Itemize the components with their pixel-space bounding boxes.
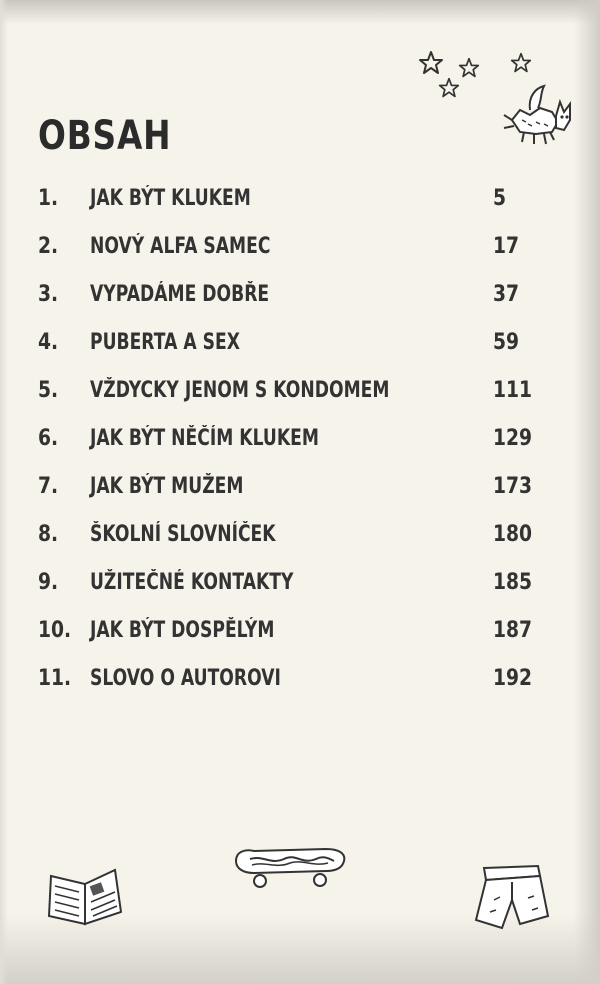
- toc-entry: [38, 326, 538, 374]
- chapter-title: JAK BÝT NĚČÍM KLUKEM: [90, 426, 319, 451]
- toc-entry: [38, 614, 538, 662]
- toc-entry: [38, 518, 538, 566]
- chapter-title: JAK BÝT KLUKEM: [90, 186, 251, 211]
- chapter-page: 180: [493, 522, 533, 547]
- chapter-number: 5.: [38, 378, 59, 403]
- star-icon: [418, 50, 444, 76]
- toc-entry: [38, 182, 538, 230]
- chapter-page: 187: [493, 618, 533, 643]
- star-icon: [458, 57, 480, 79]
- chapter-number: 4.: [38, 330, 59, 355]
- winged-cat-doodle: [500, 82, 580, 152]
- page-title: OBSAH: [38, 113, 172, 159]
- toc-entry: [38, 566, 538, 614]
- chapter-number: 1.: [38, 186, 59, 211]
- chapter-number: 8.: [38, 522, 59, 547]
- chapter-page: 129: [493, 426, 533, 451]
- chapter-page: 173: [493, 474, 533, 499]
- chapter-page: 185: [493, 570, 533, 595]
- chapter-title: UŽITEČNÉ KONTAKTY: [90, 570, 294, 595]
- chapter-title: SLOVO O AUTOROVI: [90, 666, 281, 691]
- boxer-shorts-icon: [472, 860, 552, 935]
- chapter-title: PUBERTA A SEX: [90, 330, 240, 355]
- chapter-number: 9.: [38, 570, 59, 595]
- newspaper-icon: [45, 858, 127, 928]
- toc-entry: [38, 662, 538, 710]
- table-of-contents: [38, 182, 538, 710]
- toc-entry: [38, 278, 538, 326]
- chapter-page: 5: [493, 186, 507, 211]
- toc-entry: [38, 230, 538, 278]
- toc-entry: [38, 422, 538, 470]
- chapter-page: 59: [493, 330, 520, 355]
- chapter-title: JAK BÝT DOSPĚLÝM: [90, 618, 275, 643]
- chapter-title: VŽDYCKY JENOM S KONDOMEM: [90, 378, 390, 403]
- toc-entry: [38, 374, 538, 422]
- skateboard-icon: [230, 843, 350, 891]
- chapter-page: 111: [493, 378, 533, 403]
- chapter-title: JAK BÝT MUŽEM: [90, 474, 244, 499]
- toc-entry: [38, 470, 538, 518]
- star-icon: [438, 77, 460, 99]
- chapter-number: 11.: [38, 666, 72, 691]
- chapter-number: 3.: [38, 282, 59, 307]
- chapter-number: 10.: [38, 618, 72, 643]
- page-edge-top: [0, 0, 600, 24]
- page-edge-left: [0, 0, 8, 984]
- chapter-page: 37: [493, 282, 520, 307]
- chapter-title: ŠKOLNÍ SLOVNÍČEK: [90, 522, 276, 547]
- star-icon: [510, 52, 532, 74]
- chapter-page: 192: [493, 666, 533, 691]
- chapter-title: VYPADÁME DOBŘE: [90, 282, 270, 307]
- chapter-number: 7.: [38, 474, 59, 499]
- chapter-number: 6.: [38, 426, 59, 451]
- chapter-number: 2.: [38, 234, 59, 259]
- chapter-title: NOVÝ ALFA SAMEC: [90, 234, 271, 259]
- chapter-page: 17: [493, 234, 520, 259]
